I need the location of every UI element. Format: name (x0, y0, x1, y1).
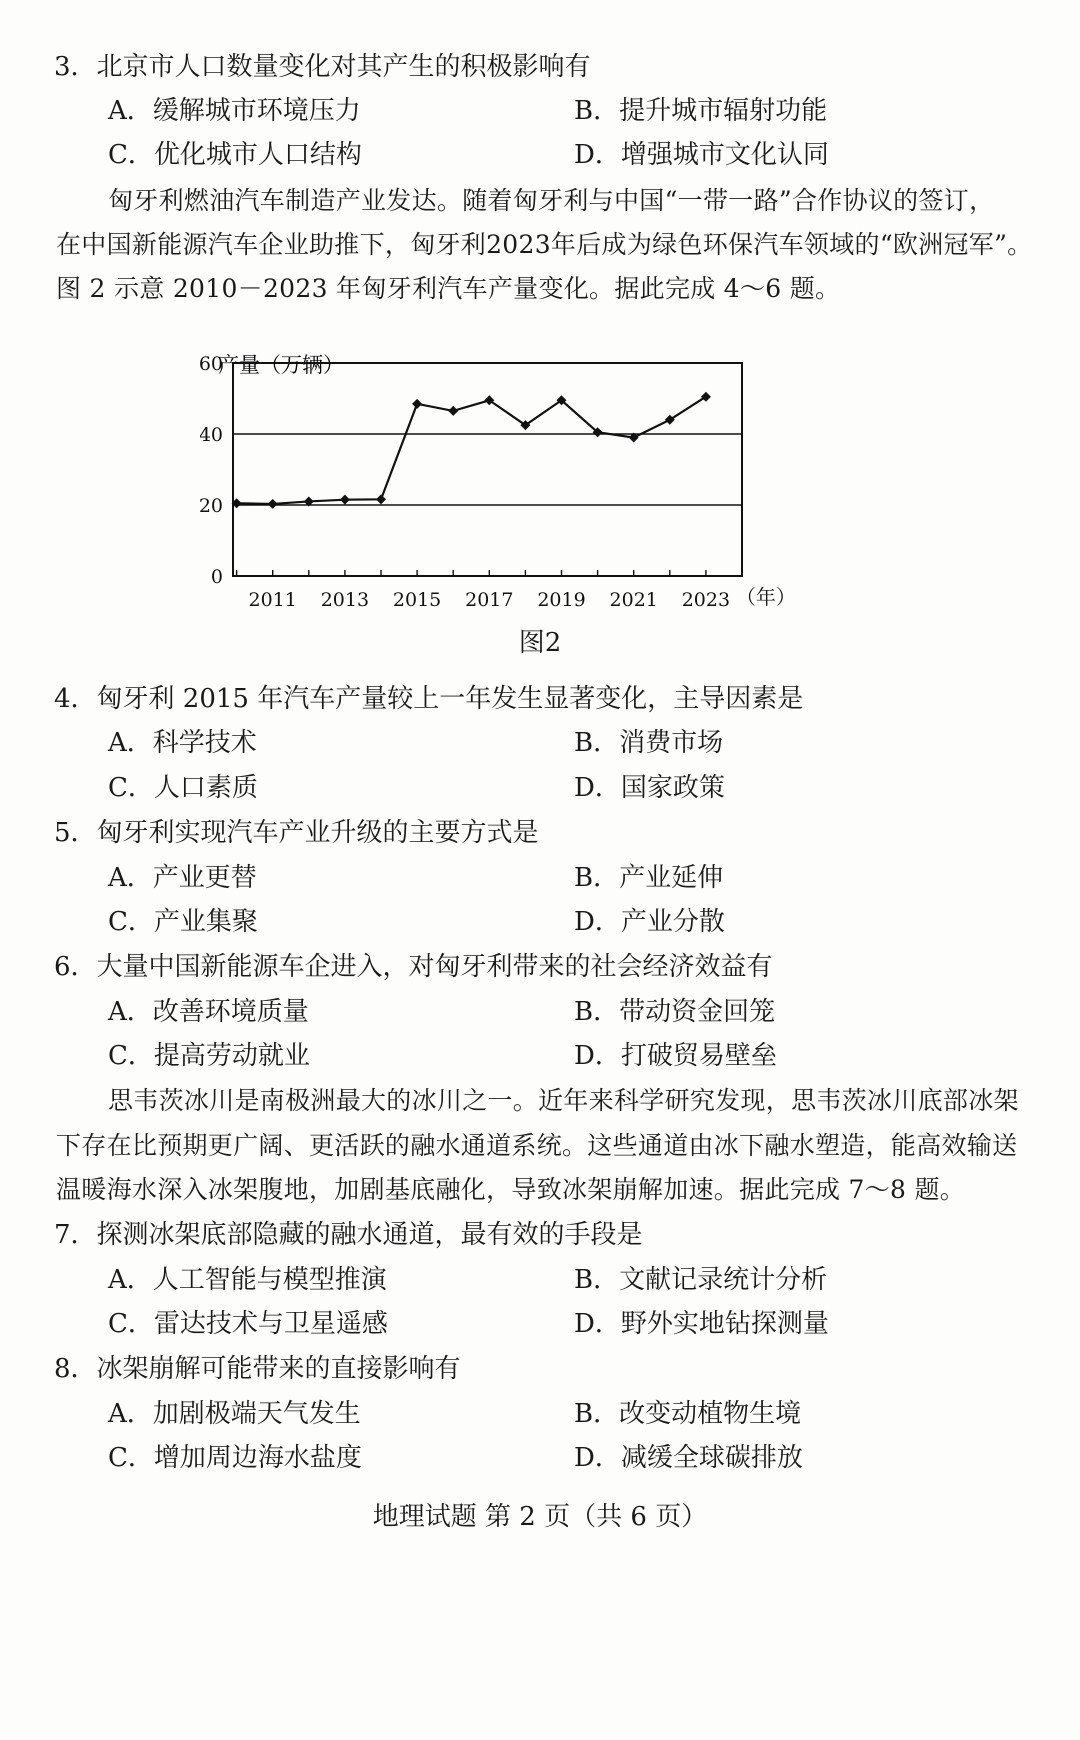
figure-caption: 图2 (518, 628, 562, 658)
question-7-option-d: D．野外实地钻探测量 (574, 1309, 829, 1339)
question-7-option-b: B．文献记录统计分析 (574, 1265, 828, 1295)
question-8-option-c: C．增加周边海水盐度 (108, 1443, 362, 1473)
chart-x-tick-label-2013: 2013 (320, 589, 370, 611)
intro-glacier-line-1: 思韦茨冰川是南极洲最大的冰川之一。近年来科学研究发现，思韦茨冰川底部冰架 (108, 1086, 1019, 1115)
question-8-option-b: B．改变动植物生境 (574, 1399, 802, 1429)
question-6-stem: 6．大量中国新能源车企进入，对匈牙利带来的社会经济效益有 (54, 952, 773, 982)
question-3-option-d: D．增强城市文化认同 (574, 140, 829, 170)
question-5-option-b: B．产业延伸 (574, 863, 724, 893)
question-3-stem: 3．北京市人口数量变化对其产生的积极影响有 (54, 52, 591, 82)
question-4-stem: 4．匈牙利 2015 年汽车产量较上一年发生显著变化，主导因素是 (54, 684, 804, 714)
question-6-option-d: D．打破贸易壁垒 (574, 1041, 777, 1071)
question-5-option-a: A．产业更替 (108, 863, 257, 893)
chart-x-axis-label: （年） (735, 585, 796, 609)
intro-hungary-line-3: 图 2 示意 2010－2023 年匈牙利汽车产量变化。据此完成 4～6 题。 (56, 274, 841, 303)
chart-x-tick-label-2019: 2019 (537, 589, 586, 611)
question-4-option-a: A．科学技术 (108, 728, 257, 758)
chart-y-tick-label-60: 60 (200, 353, 223, 375)
question-7-option-c: C．雷达技术与卫星遥感 (108, 1309, 388, 1339)
chart-point-2013 (340, 495, 350, 505)
chart-plot-frame (233, 363, 742, 576)
intro-glacier-line-3: 温暖海水深入冰架腹地，加剧基底融化，导致冰架崩解加速。据此完成 7～8 题。 (56, 1175, 966, 1204)
question-5-option-d: D．产业分散 (574, 907, 725, 937)
question-4-option-b: B．消费市场 (574, 728, 724, 758)
question-6-option-b: B．带动资金回笼 (574, 997, 776, 1027)
chart-x-tick-label-2011: 2011 (248, 589, 297, 611)
chart-y-axis-label: 产量（万辆） (218, 353, 344, 377)
question-4-option-d: D．国家政策 (574, 773, 725, 803)
question-5-stem: 5．匈牙利实现汽车产业升级的主要方式是 (54, 818, 539, 848)
intro-hungary-line-2: 在中国新能源汽车企业助推下，匈牙利2023年后成为绿色环保汽车领域的“欧洲冠军”。 (56, 230, 1033, 259)
question-5-option-c: C．产业集聚 (108, 907, 258, 937)
question-7-stem: 7．探测冰架底部隐藏的融水通道，最有效的手段是 (54, 1220, 643, 1250)
chart-point-2011 (268, 499, 278, 509)
question-6-option-c: C．提高劳动就业 (108, 1041, 310, 1071)
chart-point-2016 (448, 406, 458, 416)
question-3-option-a: A．缓解城市环境压力 (108, 96, 361, 126)
question-8-option-a: A．加剧极端天气发生 (108, 1399, 361, 1429)
page-footer: 地理试题 第 2 页（共 6 页） (372, 1502, 708, 1532)
chart-point-2015 (412, 399, 422, 409)
question-3-option-c: C．优化城市人口结构 (108, 140, 362, 170)
chart-y-tick-label-40: 40 (200, 424, 223, 446)
chart-y-tick-label-20: 20 (200, 495, 223, 517)
chart-y-tick-label-0: 0 (210, 566, 223, 588)
question-4-option-c: C．人口素质 (108, 773, 258, 803)
intro-glacier-line-2: 下存在比预期更广阔、更活跃的融水通道系统。这些通道由冰下融水塑造，能高效输送 (56, 1131, 1018, 1160)
intro-hungary-line-1: 匈牙利燃油汽车制造产业发达。随着匈牙利与中国“一带一路”合作协议的签订， (108, 186, 995, 215)
question-6-option-a: A．改善环境质量 (108, 997, 309, 1027)
question-8-option-d: D．减缓全球碳排放 (574, 1443, 803, 1473)
chart-x-tick-label-2023: 2023 (681, 589, 731, 611)
chart-x-tick-label-2017: 2017 (465, 589, 514, 611)
chart-point-2014 (376, 494, 386, 504)
question-3-option-b: B．提升城市辐射功能 (574, 96, 828, 126)
chart-x-tick-label-2021: 2021 (609, 589, 658, 611)
chart-x-tick-label-2015: 2015 (392, 589, 442, 611)
question-7-option-a: A．人工智能与模型推演 (108, 1265, 387, 1295)
chart-series-line-0 (237, 397, 706, 504)
question-8-stem: 8．冰架崩解可能带来的直接影响有 (54, 1354, 461, 1384)
